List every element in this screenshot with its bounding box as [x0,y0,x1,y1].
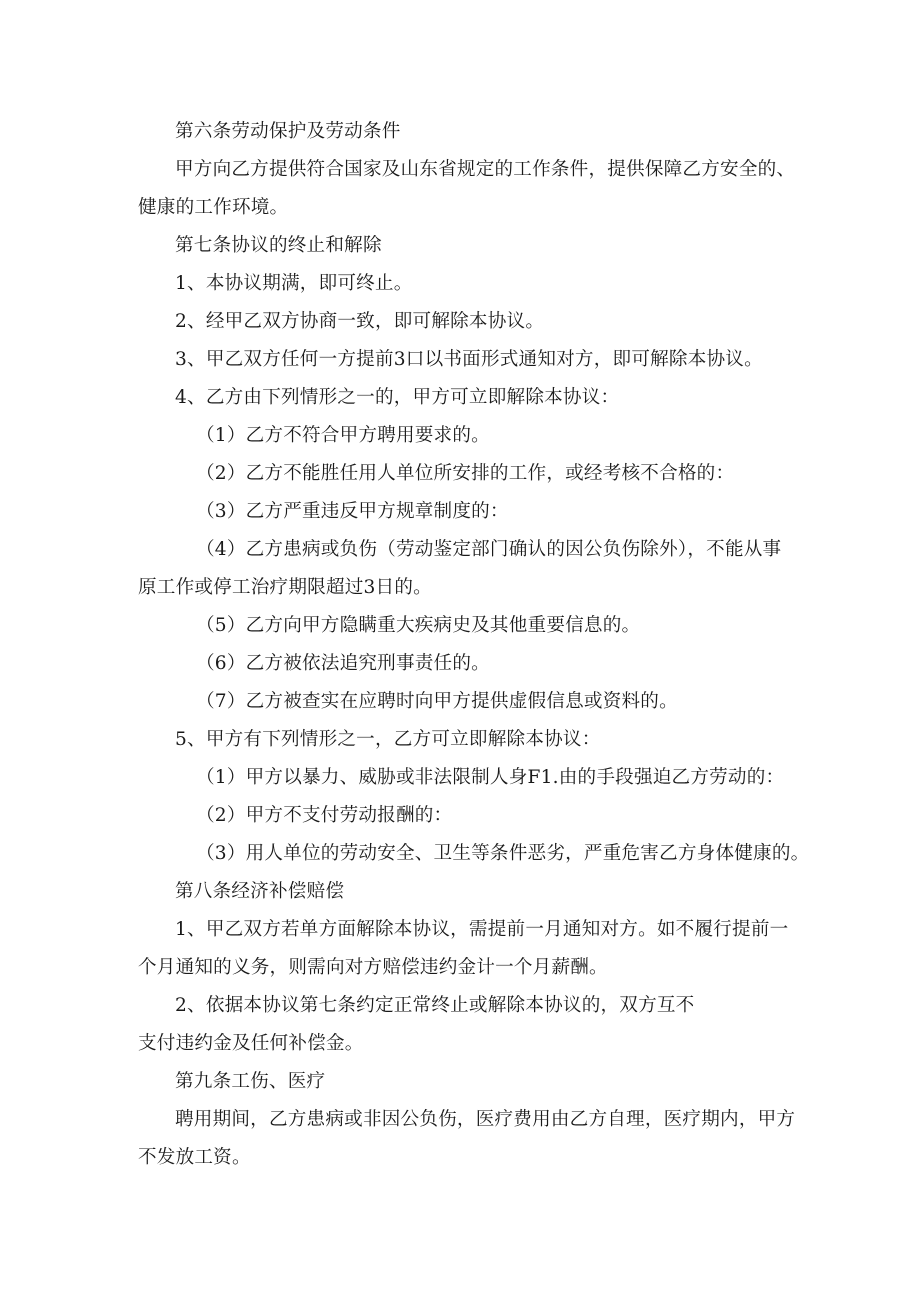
sub-list-item: （5）乙方向甲方隐瞒重大疾病史及其他重要信息的。 [196,615,641,636]
sub-list-item: （6）乙方被依法追究刑事责任的。 [196,653,490,674]
list-item: 2、经甲乙双方协商一致，即可解除本协议。 [175,311,545,332]
sub-list-item: （2）甲方不支付劳动报酬的： [196,805,453,826]
heading-article-7: 第七条协议的终止和解除 [175,235,382,256]
sub-list-item: （4）乙方患病或负伤（劳动鉴定部门确认的因公负伤除外），不能从事 [196,539,782,560]
list-item: 5、甲方有下列情形之一，乙方可立即解除本协议： [175,729,601,750]
sub-list-item: （1）乙方不符合甲方聘用要求的。 [196,425,490,446]
list-item: 4、乙方由下列情形之一的，甲方可立即解除本协议： [175,387,620,408]
sub-list-item: （1）甲方以暴力、威胁或非法限制人身F1.由的手段强迫乙方劳动的： [196,767,785,788]
list-item: 1、甲乙双方若单方面解除本协议，需提前一月通知对方。如不履行提前一 [175,919,789,940]
heading-article-9: 第九条工伤、医疗 [175,1071,326,1092]
paragraph-line: 不发放工资。 [138,1147,251,1168]
sub-list-item: （3）用人单位的劳动安全、卫生等条件恶劣，严重危害乙方身体健康的。 [196,843,810,864]
heading-article-8: 第八条经济补偿赔偿 [175,881,345,902]
list-item: 1、本协议期满，即可终止。 [175,273,413,294]
paragraph-line: 支付违约金及任何补偿金。 [138,1033,364,1054]
paragraph-line: 甲方向乙方提供符合国家及山东省规定的工作条件，提供保障乙方安全的、 [175,159,796,180]
paragraph-line: 健康的工作环境。 [138,197,289,218]
sub-list-item: （3）乙方严重违反甲方规章制度的： [196,501,509,522]
paragraph-line: 个月通知的义务，则需向对方赔偿违约金计一个月薪酬。 [138,957,608,978]
paragraph-line: 聘用期间，乙方患病或非因公负伤，医疗费用由乙方自理，医疗期内，甲方 [175,1109,796,1130]
list-item: 2、依据本协议第七条约定正常终止或解除本协议的，双方互不 [175,995,695,1016]
sub-list-item: （7）乙方被查实在应聘时向甲方提供虚假信息或资料的。 [196,691,678,712]
sub-list-item: （2）乙方不能胜任用人单位所安排的工作，或经考核不合格的： [196,463,735,484]
list-item: 3、甲乙双方任何一方提前3口以书面形式通知对方，即可解除本协议。 [175,349,763,370]
heading-article-6: 第六条劳动保护及劳动条件 [175,121,401,142]
paragraph-line: 原工作或停工治疗期限超过3日的。 [138,577,432,598]
